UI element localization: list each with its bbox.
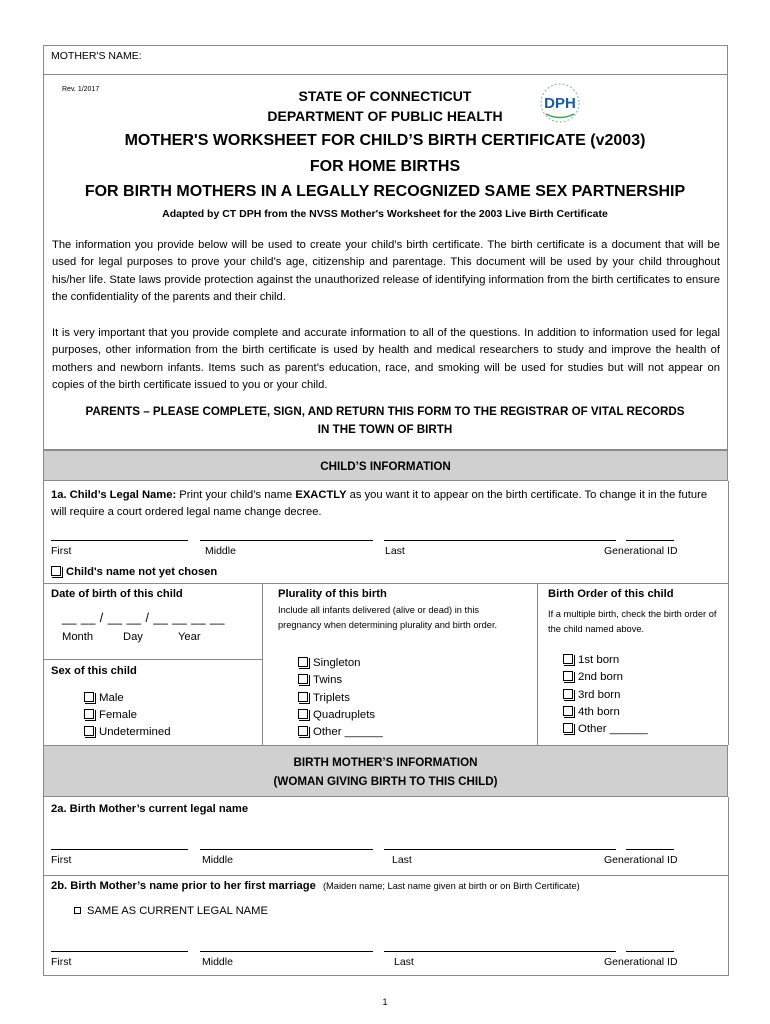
page-number: 1: [382, 997, 388, 1007]
sex-male-label: Male: [99, 692, 124, 704]
q1a-text: [51, 487, 721, 521]
order-4th-label: 4th born: [578, 706, 620, 718]
order-3rd-checkbox[interactable]: [563, 689, 573, 699]
child-generational-label: Generational ID: [604, 545, 678, 557]
triplets-label: Triplets: [313, 692, 350, 704]
mothers-name-label: MOTHER'S NAME:: [51, 50, 142, 62]
mother-first-name-line[interactable]: [51, 849, 188, 850]
dob-month-label: Month: [62, 631, 94, 643]
maiden-middle-name-line[interactable]: [200, 951, 373, 952]
same-as-current-label: SAME AS CURRENT LEGAL NAME: [87, 905, 268, 917]
maiden-first-name-line[interactable]: [51, 951, 188, 952]
child-middle-name-line[interactable]: [200, 540, 373, 541]
singleton-checkbox[interactable]: [298, 657, 308, 667]
instruction-line-1: PARENTS – PLEASE COMPLETE, SIGN, AND RETURN THIS FORM TO THE REGISTRAR OF VITAL RECORDS: [85, 405, 685, 418]
order-option-3rd[interactable]: [563, 687, 620, 704]
mother-section-left-border: [43, 797, 44, 975]
sex-option-undetermined[interactable]: [84, 724, 171, 741]
dob-sex-divider: [43, 659, 262, 660]
sex-female-label: Female: [99, 709, 137, 721]
order-option-other[interactable]: [563, 721, 648, 738]
singleton-label: Singleton: [313, 657, 361, 669]
q2a-label: 2a. Birth Mother’s current legal name: [51, 803, 249, 815]
mother-first-label: First: [51, 854, 72, 866]
order-2nd-checkbox[interactable]: [563, 671, 573, 681]
plurality-option-other[interactable]: [298, 724, 383, 741]
order-option-2nd[interactable]: [563, 669, 623, 686]
dob-year-label: Year: [178, 631, 201, 643]
twins-checkbox[interactable]: [298, 674, 308, 684]
maiden-generational-label: Generational ID: [604, 956, 678, 968]
dph-logo-icon: [536, 81, 584, 125]
maiden-middle-label: Middle: [202, 956, 233, 968]
q1a-text-exactly: EXACTLY: [295, 489, 347, 501]
birth-order-label: Birth Order of this child: [548, 588, 674, 600]
state-title: STATE OF CONNECTICUT: [298, 88, 472, 104]
plurality-option-singleton[interactable]: [298, 655, 361, 672]
child-middle-label: Middle: [205, 545, 236, 557]
child-first-label: First: [51, 545, 72, 557]
name-not-chosen-option[interactable]: [51, 566, 217, 578]
triplets-checkbox[interactable]: [298, 692, 308, 702]
child-grid-col-divider-1: [262, 583, 263, 745]
plurality-other-checkbox[interactable]: [298, 726, 308, 736]
order-option-4th[interactable]: [563, 704, 620, 721]
mother-middle-name-line[interactable]: [200, 849, 373, 850]
mother-generational-label: Generational ID: [604, 854, 678, 866]
mothers-name-field[interactable]: [43, 45, 728, 75]
adapted-note: Adapted by CT DPH from the NVSS Mother's Worksheet for the 2003 Live Birth Certificate: [162, 208, 608, 220]
sex-undetermined-label: Undetermined: [99, 726, 171, 738]
name-not-chosen-checkbox[interactable]: [51, 566, 61, 576]
sex-option-female[interactable]: [84, 707, 137, 724]
same-as-current-checkbox[interactable]: [74, 907, 81, 914]
maiden-last-name-line[interactable]: [384, 951, 616, 952]
q1a-text-post: as you want it to appear on the birth certificate. To change it in the future will require a court ordered legal name change decree.: [51, 489, 708, 518]
mother-section-bottom-border: [43, 975, 729, 976]
q1a-text-pre: Print your child’s name: [176, 489, 296, 501]
sex-undetermined-checkbox[interactable]: [84, 726, 94, 736]
return-instruction: [0, 403, 770, 439]
quadruplets-checkbox[interactable]: [298, 709, 308, 719]
order-other-label: Other ______: [578, 723, 648, 735]
mother-info-subtitle: (WOMAN GIVING BIRTH TO THIS CHILD): [273, 775, 498, 788]
plurality-other-label: Other ______: [313, 726, 383, 738]
department-title: DEPARTMENT OF PUBLIC HEALTH: [267, 108, 503, 124]
dob-day-label: Day: [123, 631, 143, 643]
maiden-last-label: Last: [394, 956, 414, 968]
child-grid-col-divider-2: [537, 583, 538, 745]
child-info-header: CHILD’S INFORMATION: [43, 450, 728, 481]
maiden-generational-id-line[interactable]: [626, 951, 674, 952]
mother-middle-label: Middle: [202, 854, 233, 866]
logo-text: DPH: [544, 95, 576, 112]
order-other-checkbox[interactable]: [563, 723, 573, 733]
child-last-label: Last: [385, 545, 405, 557]
mother-section-right-border: [728, 797, 729, 975]
dob-label: Date of birth of this child: [51, 588, 183, 600]
plurality-option-triplets[interactable]: [298, 690, 350, 707]
child-generational-id-line[interactable]: [626, 540, 674, 541]
twins-label: Twins: [313, 674, 343, 686]
quadruplets-label: Quadruplets: [313, 709, 376, 721]
worksheet-subtitle-same-sex: FOR BIRTH MOTHERS IN A LEGALLY RECOGNIZED SAME SEX PARTNERSHIP: [84, 183, 686, 200]
order-3rd-label: 3rd born: [578, 689, 621, 701]
sex-female-checkbox[interactable]: [84, 709, 94, 719]
plurality-note: Include all infants delivered (alive or dead) in this pregnancy when determining plurality and birth order.: [278, 605, 498, 630]
name-not-chosen-label: Child's name not yet chosen: [66, 566, 218, 578]
instruction-line-2: IN THE TOWN OF BIRTH: [317, 423, 453, 436]
mother-generational-id-line[interactable]: [626, 849, 674, 850]
mother-info-title: BIRTH MOTHER’S INFORMATION: [293, 756, 478, 769]
worksheet-subtitle-home-births: FOR HOME BIRTHS: [309, 158, 461, 175]
q1a-label: 1a. Child’s Legal Name:: [51, 489, 177, 501]
order-option-1st[interactable]: [563, 652, 619, 669]
mother-last-label: Last: [392, 854, 412, 866]
plurality-label: Plurality of this birth: [278, 588, 387, 600]
q2a-q2b-divider: [43, 875, 728, 876]
sex-label: Sex of this child: [51, 665, 137, 677]
child-section-right-border: [728, 481, 729, 745]
order-1st-checkbox[interactable]: [563, 654, 573, 664]
worksheet-title: MOTHER'S WORKSHEET FOR CHILD’S BIRTH CERTIFICATE (v2003): [124, 132, 646, 149]
order-2nd-label: 2nd born: [578, 671, 623, 683]
revision-label: Rev. 1/2017: [62, 86, 100, 93]
dob-input[interactable]: __ __ / __ __ / __ __ __ __: [62, 611, 225, 625]
mother-last-name-line[interactable]: [384, 849, 616, 850]
order-1st-label: 1st born: [578, 654, 620, 666]
child-first-name-line[interactable]: [51, 540, 188, 541]
sex-option-male[interactable]: [84, 690, 124, 707]
q2b-label: 2b. Birth Mother’s name prior to her first marriage: [51, 880, 316, 892]
child-last-name-line[interactable]: [384, 540, 616, 541]
plurality-option-quadruplets[interactable]: [298, 707, 375, 724]
plurality-option-twins[interactable]: [298, 672, 342, 689]
intro-paragraph-1: The information you provide below will be used to create your child’s birth certificate. The birth certificate is a document that will be used for legal purposes to prove your child’s age, citizenship and parentage. This document will be used by your child throughout his/her life. State laws provide protection against the unauthorized release of identifying information from the birth certificates to ensure the confidentiality of the parents and their child.: [52, 239, 720, 303]
sex-male-checkbox[interactable]: [84, 692, 94, 702]
mother-info-header: [43, 745, 728, 797]
order-4th-checkbox[interactable]: [563, 706, 573, 716]
q2b-note: (Maiden name; Last name given at birth or on Birth Certificate): [322, 881, 580, 891]
birth-order-note: If a multiple birth, check the birth order of the child named above.: [548, 609, 717, 634]
child-section-left-border: [43, 481, 44, 745]
q2b-text: [51, 880, 580, 892]
child-grid-top-line: [43, 583, 728, 584]
intro-paragraph-2: It is very important that you provide complete and accurate information to all of the questions. In addition to information used for legal purposes, other information from the birth certificate is used by health and medical researchers to study and improve the health of mothers and newborn infants. Items such as parent’s education, race, and smoking will be used for studies but will not appear on copies of the birth certificate issued to you or your child.: [52, 327, 720, 391]
maiden-first-label: First: [51, 956, 72, 968]
same-as-current-option[interactable]: [74, 905, 268, 917]
